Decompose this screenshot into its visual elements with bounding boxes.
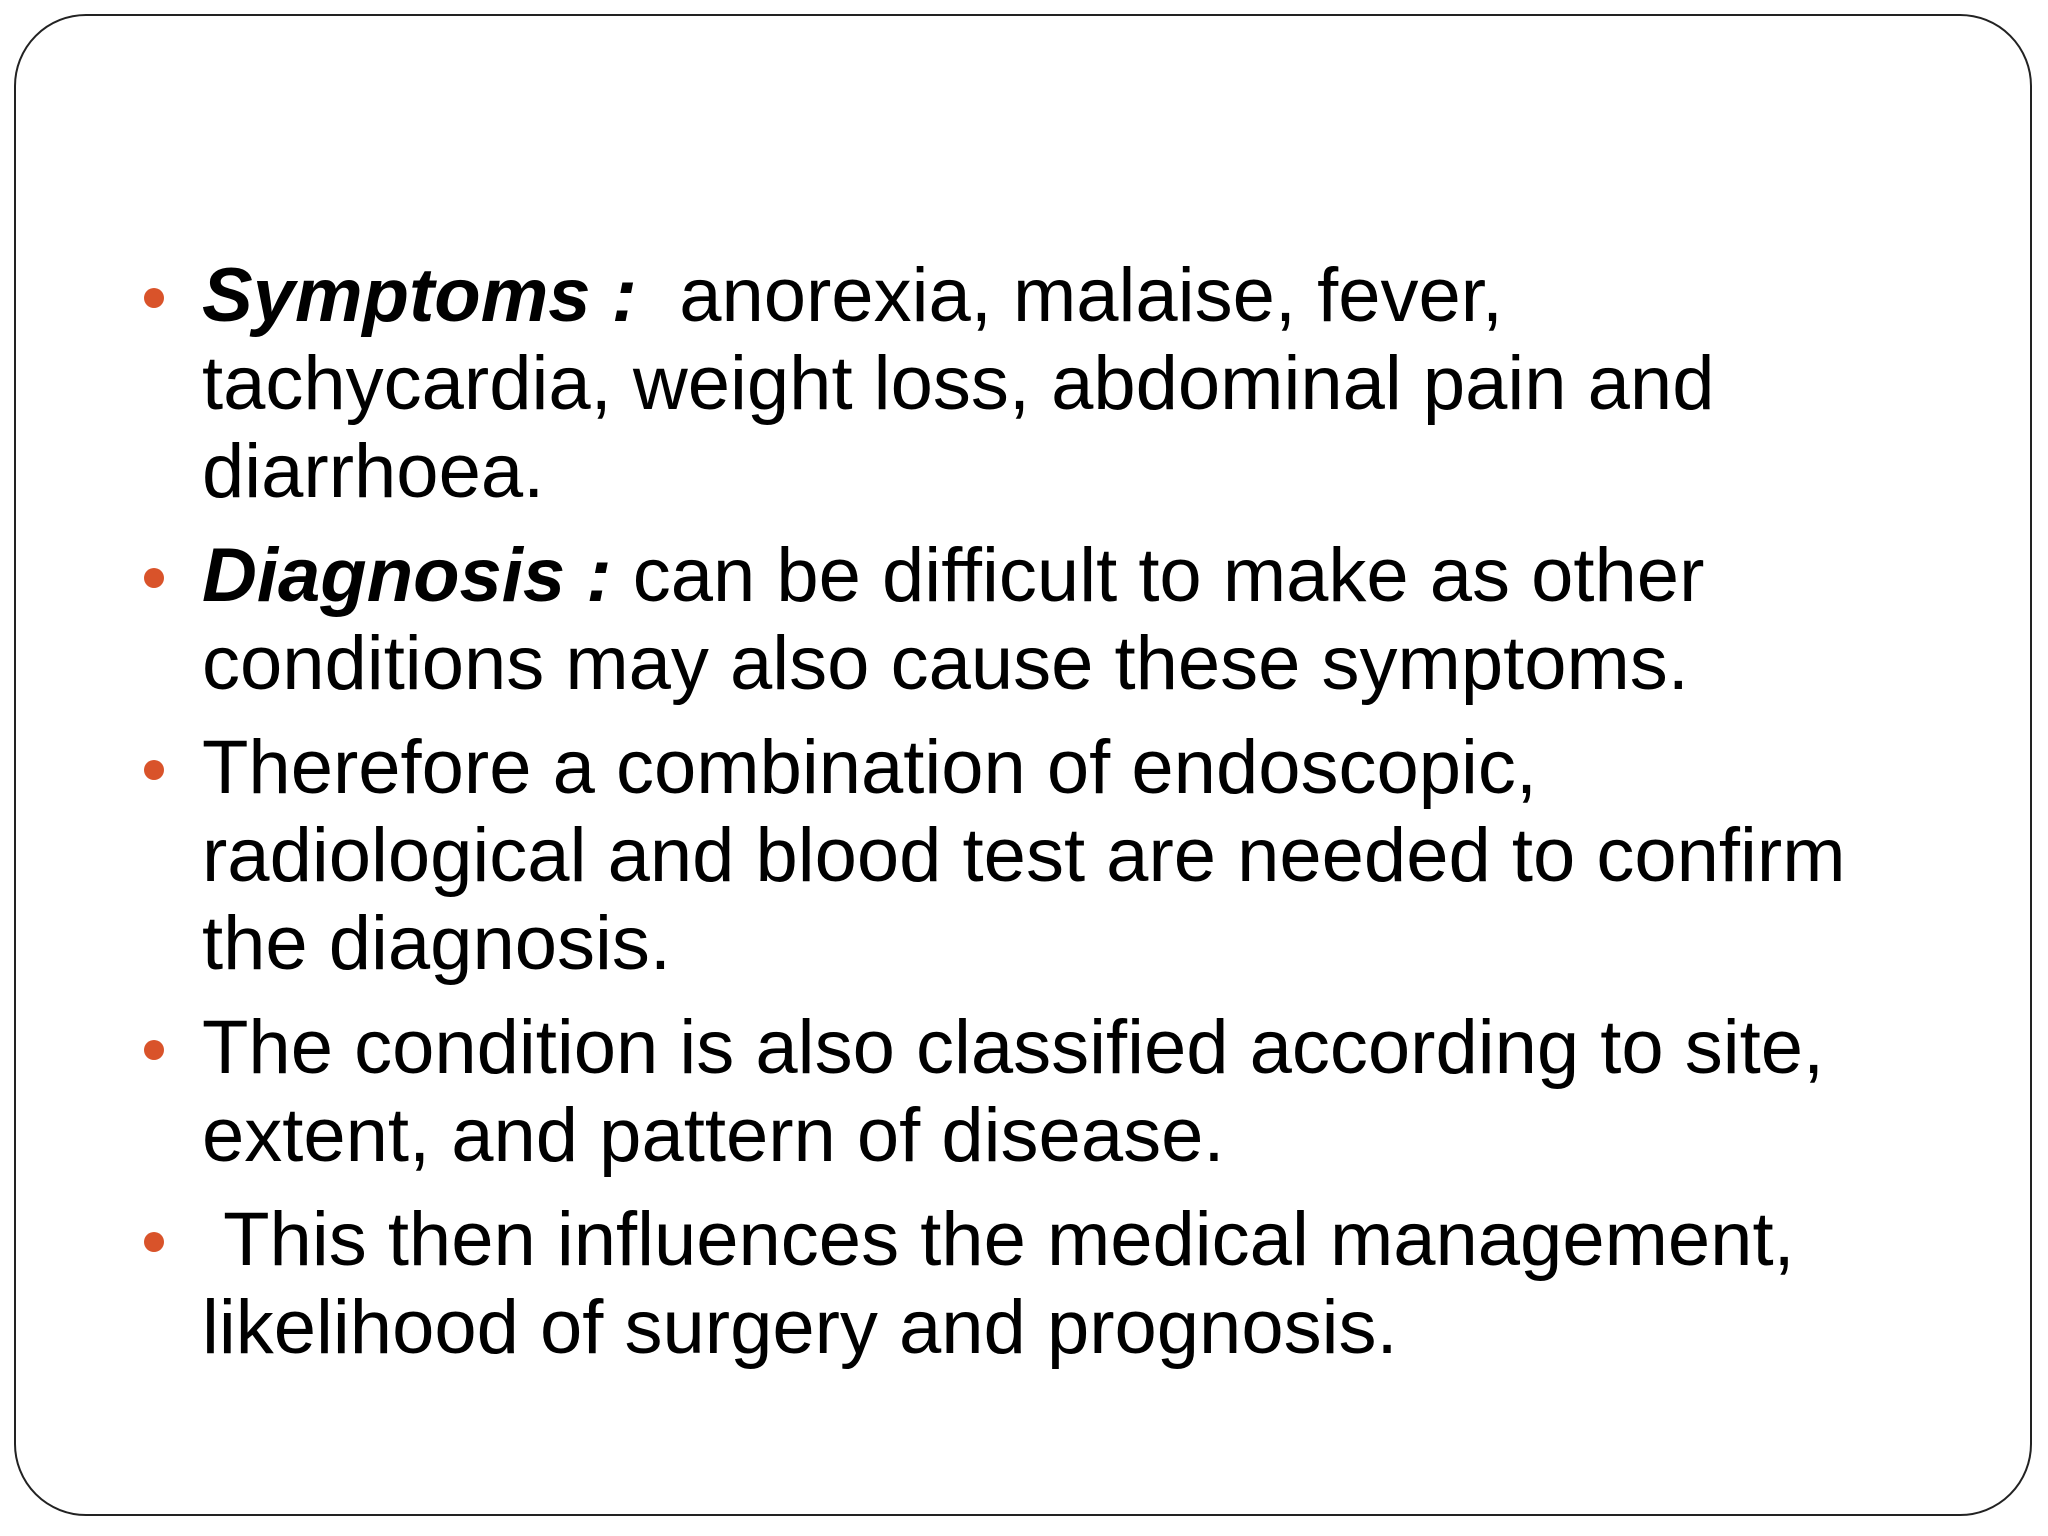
bullet-list (202, 252, 1922, 1388)
bullet-dot-icon (144, 288, 164, 308)
bullet-item-diagnosis (202, 532, 1922, 708)
bullet-item-classification (202, 1004, 1922, 1180)
bullet-text: can be difficult to make as other conditions may also cause these symptoms. (202, 533, 1726, 706)
bullet-dot-icon (144, 1040, 164, 1060)
bullet-lead: Symptoms : (202, 253, 637, 338)
bullet-dot-icon (144, 1232, 164, 1252)
bullet-item-management (202, 1196, 1922, 1372)
bullet-text: This then influences the medical management, likelihood of surgery and prognosis. (202, 1197, 1816, 1370)
bullet-dot-icon (144, 760, 164, 780)
bullet-item-symptoms (202, 252, 1922, 516)
bullet-item-tests (202, 724, 1922, 988)
bullet-text: Therefore a combination of endoscopic, radiological and blood test are needed to confirm the diagnosis. (202, 725, 1867, 986)
slide-frame (14, 14, 2032, 1516)
bullet-lead: Diagnosis : (202, 533, 612, 618)
bullet-dot-icon (144, 568, 164, 588)
bullet-text: anorexia, malaise, fever, tachycardia, weight loss, abdominal pain and diarrhoea. (202, 253, 1736, 514)
bullet-text: The condition is also classified according to site, extent, and pattern of disease. (202, 1005, 1846, 1178)
